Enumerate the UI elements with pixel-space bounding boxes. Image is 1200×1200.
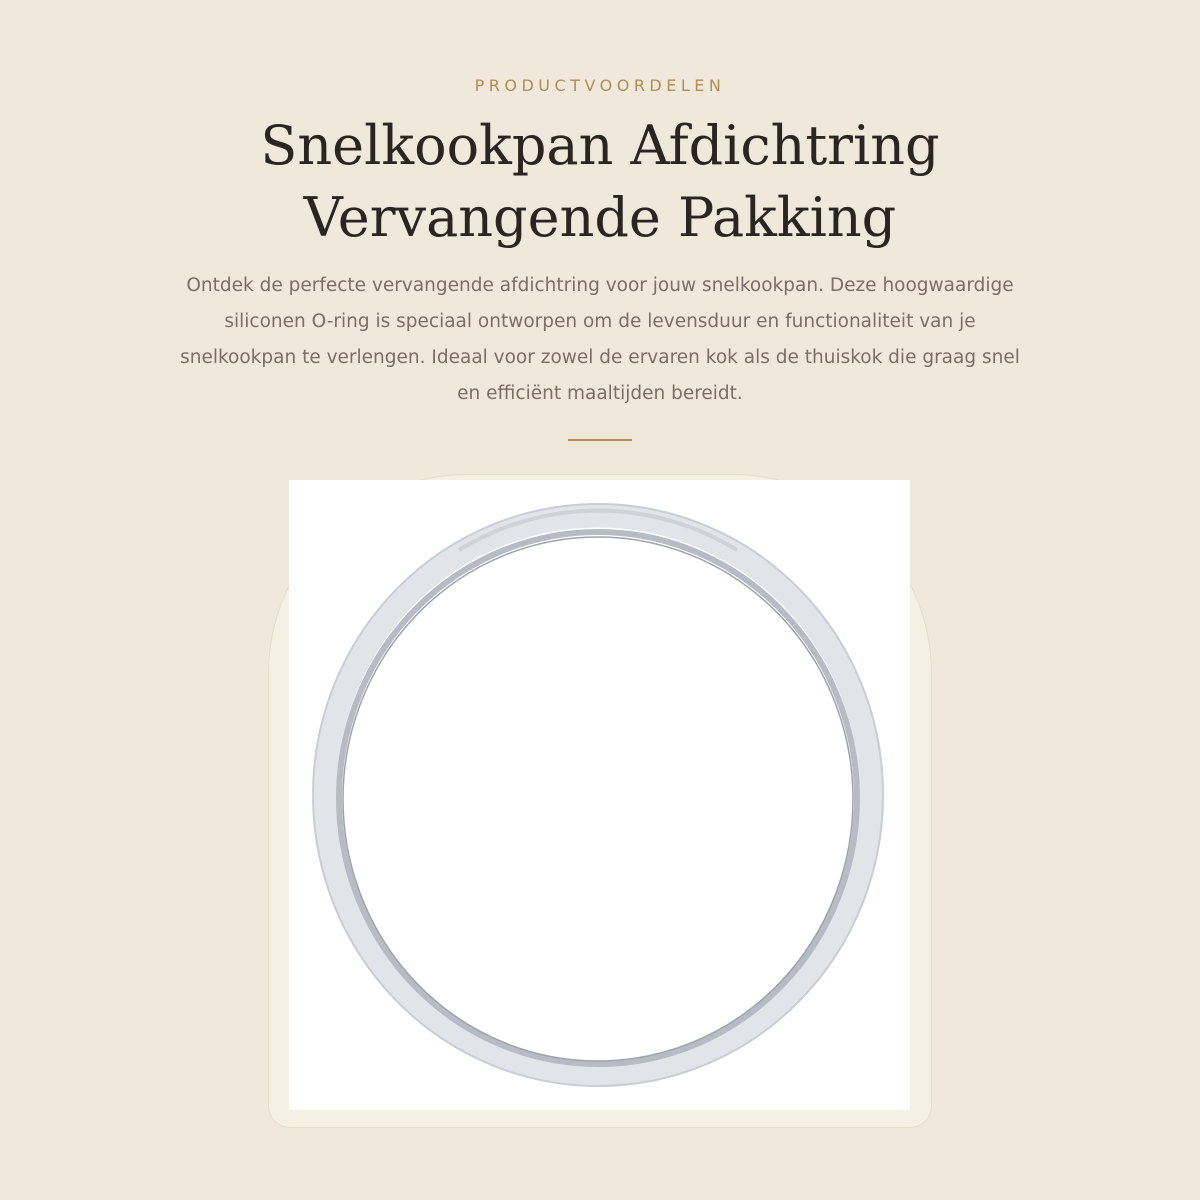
page-title: [0, 110, 1200, 254]
title-line-2: Vervangende Pakking: [303, 186, 897, 249]
eyebrow-label: PRODUCTVOORDELEN: [474, 76, 726, 95]
product-description: Ontdek de perfecte vervangende afdichtring voor jouw snelkookpan. Deze hoogwaardige siliconen O-ring is speciaal ontworpen om de levensduur en functionaliteit van je snelkookpan te verlengen. Ideaal voor zowel de ervaren kok als de thuiskok die graag snel en efficiënt maaltijden bereidt.: [180, 275, 1020, 404]
product-image: [289, 480, 910, 1110]
sealing-ring-illustration: [289, 480, 910, 1110]
accent-divider: [568, 439, 632, 441]
title-line-1: Snelkookpan Afdichtring: [260, 114, 940, 177]
